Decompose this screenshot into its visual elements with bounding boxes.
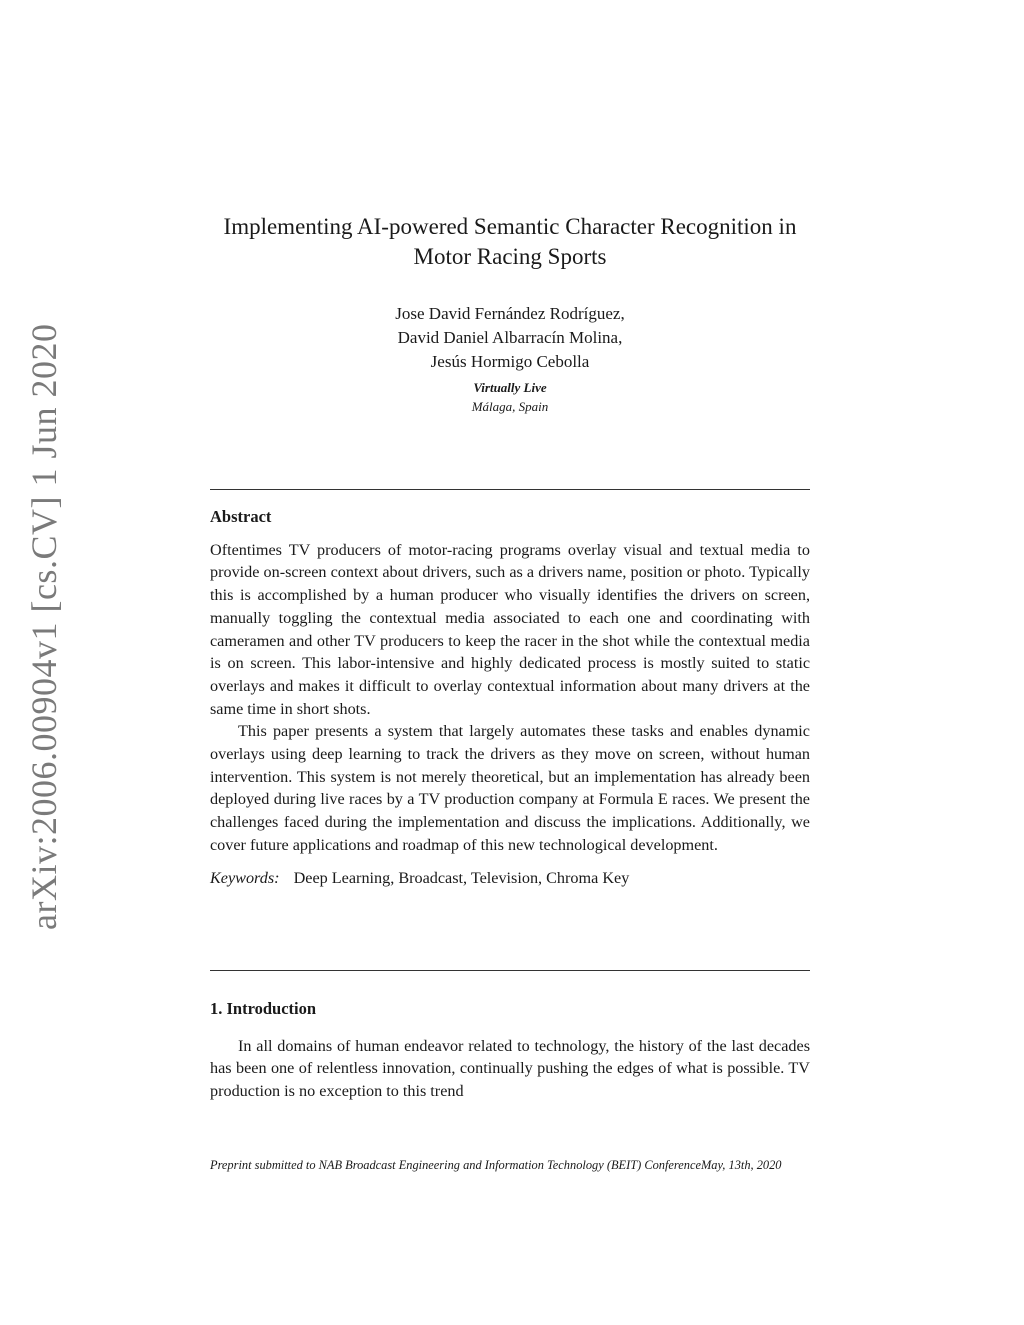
affiliation-org: Virtually Live	[473, 380, 547, 395]
affiliation-location: Málaga, Spain	[471, 399, 549, 414]
affiliation	[300, 378, 720, 416]
author-3: Jesús Hormigo Cebolla	[430, 352, 590, 371]
introduction-paragraph: In all domains of human endeavor related to technology, the history of the last decades has been one of relentless innovation, continually pushing the edges of what is possible. TV production is no exception to this trend	[210, 1036, 810, 1101]
preprint-footer: Preprint submitted to NAB Broadcast Engineering and Information Technology (BEIT) ConferenceMay, 13th, 2020	[210, 1158, 782, 1172]
keywords-line	[210, 867, 810, 890]
abstract-paragraph-1: Oftentimes TV producers of motor-racing programs overlay visual and textual media to provide on-screen context about drivers, such as a drivers name, position or photo. Typically this is accomplished by a human producer who visually identifies the drivers on screen, manually toggling the contextual media associated to each one and coordinating with cameramen and other TV producers to keep the racer in the shot while the contextual media is on screen. This labor-intensive and highly dedicated process is mostly suited to static overlays and makes it difficult to overlay contextual information about many drivers at the same time in short shots.	[210, 540, 810, 718]
paper-title: Implementing AI-powered Semantic Character Recognition in Motor Racing Sports	[223, 214, 797, 269]
author-1: Jose David Fernández Rodríguez,	[395, 304, 625, 323]
author-2: David Daniel Albarracín Molina,	[397, 328, 623, 347]
introduction-section	[210, 998, 810, 1103]
abstract-paragraph-2: This paper presents a system that largely automates these tasks and enables dynamic overlays using deep learning to track the drivers as they move on screen, without human intervention. This system is not merely theoretical, but an implementation has already been deployed during live races by a TV production company at Formula E races. We present the challenges faced during the implementation and discuss the implications. Additionally, we cover future applications and roadmap of this new technological development.	[210, 722, 810, 854]
abstract-section	[210, 506, 810, 889]
keywords-label: Keywords:	[210, 868, 280, 887]
introduction-heading: 1. Introduction	[210, 999, 317, 1018]
abstract-bottom-rule	[210, 970, 810, 971]
author-list	[250, 302, 770, 374]
abstract-top-rule	[210, 489, 810, 490]
arxiv-identifier: arXiv:2006.00904v1 [cs.CV] 1 Jun 2020	[24, 323, 64, 930]
abstract-heading: Abstract	[210, 507, 272, 526]
keywords-list: Deep Learning, Broadcast, Television, Chroma Key	[293, 868, 630, 887]
